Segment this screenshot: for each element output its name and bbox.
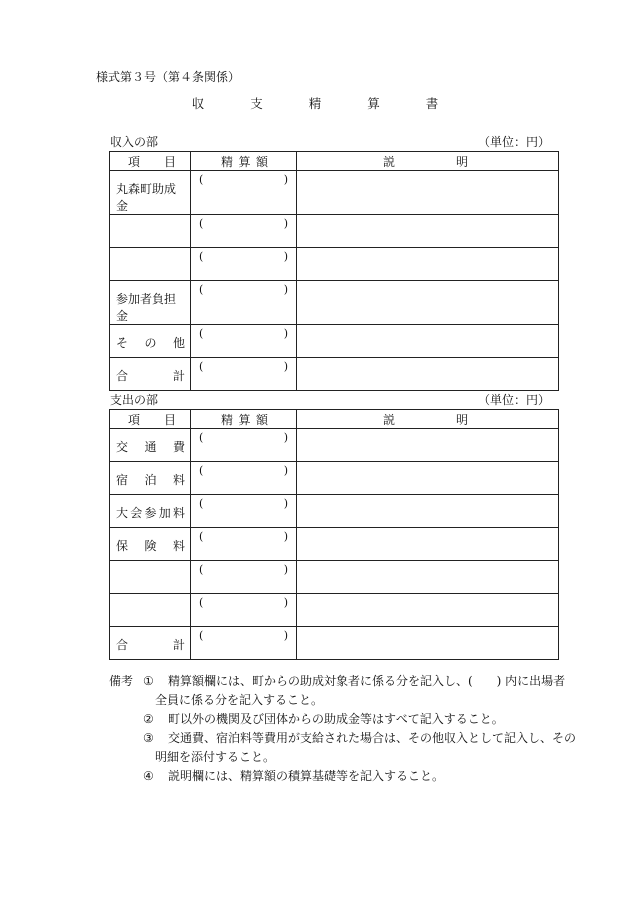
paren-close: ) [283,530,288,543]
notes [109,672,576,786]
description-input-cell[interactable] [297,627,559,660]
paren-open: ( [199,596,204,609]
note-line [109,691,576,710]
paren-close: ) [283,173,288,186]
table-row [110,561,559,594]
row-item-label [110,594,191,627]
row-item-label: 丸森町助成金 [110,171,191,215]
amount-input-cell[interactable] [191,495,297,528]
note-line [109,748,576,767]
description-input-cell[interactable] [297,248,559,281]
note-number: ② [143,712,154,726]
table-row [110,358,559,391]
note-text: 説明欄には、精算額の積算基礎等を記入すること。 [168,769,445,783]
title-char: 収 [191,96,205,111]
paren-open: ( [199,530,204,543]
header-item-text: 項 目 [128,412,176,427]
note-text: 精算額欄には、町からの助成対象者に係る分を記入し、( ) 内に出場者 [168,674,566,688]
table-row [110,429,559,462]
document-title [0,94,630,112]
note-number: ① [143,674,154,688]
table-row [110,248,559,281]
description-input-cell[interactable] [297,495,559,528]
paren-open: ( [199,629,204,642]
amount-input-cell[interactable] [191,627,297,660]
paren-open: ( [199,250,204,263]
header-amount [191,410,297,429]
note-line [109,767,576,786]
paren-open: ( [199,464,204,477]
header-item-text: 項 目 [128,154,176,169]
row-item-label: そ の 他 [110,325,191,358]
header-amount [191,152,297,171]
table-row [110,627,559,660]
income-body [110,171,559,391]
title-char: 支 [250,96,263,111]
title-char: 書 [425,96,439,111]
paren-open: ( [199,327,204,340]
table-row [110,495,559,528]
amount-input-cell[interactable] [191,281,297,325]
note-line [109,710,576,729]
paren-close: ) [283,283,288,296]
note-text: 全員に係る分を記入すること。 [155,693,324,707]
table-row [110,215,559,248]
paren-close: ) [283,629,288,642]
table-row [110,281,559,325]
paren-close: ) [283,360,288,373]
row-item-label: 保 険 料 [110,528,191,561]
note-text: 交通費、宿泊料等費用が支給された場合は、その他収入として記入し、その [168,731,577,745]
paren-open: ( [199,173,204,186]
note-line [109,729,576,748]
note-number: ③ [143,731,154,745]
paren-close: ) [283,497,288,510]
header-amount-text: 精 算 額 [221,412,268,427]
row-item-label: 大会参加料 [110,495,191,528]
header-description [297,152,559,171]
paren-open: ( [199,563,204,576]
paren-close: ) [283,563,288,576]
income-unit-label: （単位：円） [477,135,550,149]
table-row [110,528,559,561]
description-input-cell[interactable] [297,594,559,627]
description-input-cell[interactable] [297,171,559,215]
paren-close: ) [283,327,288,340]
paren-open: ( [199,283,204,296]
description-input-cell[interactable] [297,281,559,325]
header-description [297,410,559,429]
income-header-row [110,152,559,171]
paren-close: ) [283,464,288,477]
notes-prefix: 備考 [109,674,134,688]
paren-close: ) [283,431,288,444]
income-table [109,151,559,391]
expense-unit-label: （単位：円） [477,393,550,407]
header-description-text: 説 明 [383,412,468,427]
description-input-cell[interactable] [297,325,559,358]
form-number: 様式第３号（第４条関係） [96,70,241,84]
note-text: 明細を添付すること。 [155,750,276,764]
expense-body [110,429,559,660]
paren-close: ) [283,250,288,263]
amount-input-cell[interactable] [191,528,297,561]
amount-input-cell[interactable] [191,358,297,391]
description-input-cell[interactable] [297,215,559,248]
row-item-label [110,215,191,248]
amount-input-cell[interactable] [191,561,297,594]
row-item-label: 宿 泊 料 [110,462,191,495]
expense-section-label: 支出の部 [110,393,159,407]
expense-header-row [110,410,559,429]
row-item-label: 合 計 [110,627,191,660]
paren-open: ( [199,497,204,510]
income-section-label: 収入の部 [110,135,159,149]
amount-input-cell[interactable] [191,171,297,215]
row-item-label [110,561,191,594]
title-char: 算 [367,96,380,111]
header-item [110,152,191,171]
expense-table [109,409,559,660]
paren-close: ) [283,217,288,230]
paren-open: ( [199,217,204,230]
amount-input-cell[interactable] [191,594,297,627]
amount-input-cell[interactable] [191,215,297,248]
paren-open: ( [199,360,204,373]
note-line [109,672,576,691]
row-item-label: 参加者負担金 [110,281,191,325]
note-number: ④ [143,769,154,783]
amount-input-cell[interactable] [191,429,297,462]
header-amount-text: 精 算 額 [221,154,268,169]
description-input-cell[interactable] [297,462,559,495]
note-text: 町以外の機関及び団体からの助成金等はすべて記入すること。 [168,712,504,726]
amount-input-cell[interactable] [191,325,297,358]
description-input-cell[interactable] [297,561,559,594]
paren-open: ( [199,431,204,444]
title-char: 精 [308,96,322,111]
table-row [110,594,559,627]
amount-input-cell[interactable] [191,248,297,281]
amount-input-cell[interactable] [191,462,297,495]
table-row [110,171,559,215]
table-row [110,325,559,358]
table-row [110,462,559,495]
description-input-cell[interactable] [297,528,559,561]
header-item [110,410,191,429]
description-input-cell[interactable] [297,429,559,462]
description-input-cell[interactable] [297,358,559,391]
row-item-label: 交 通 費 [110,429,191,462]
row-item-label: 合 計 [110,358,191,391]
paren-close: ) [283,596,288,609]
row-item-label [110,248,191,281]
header-description-text: 説 明 [383,154,468,169]
